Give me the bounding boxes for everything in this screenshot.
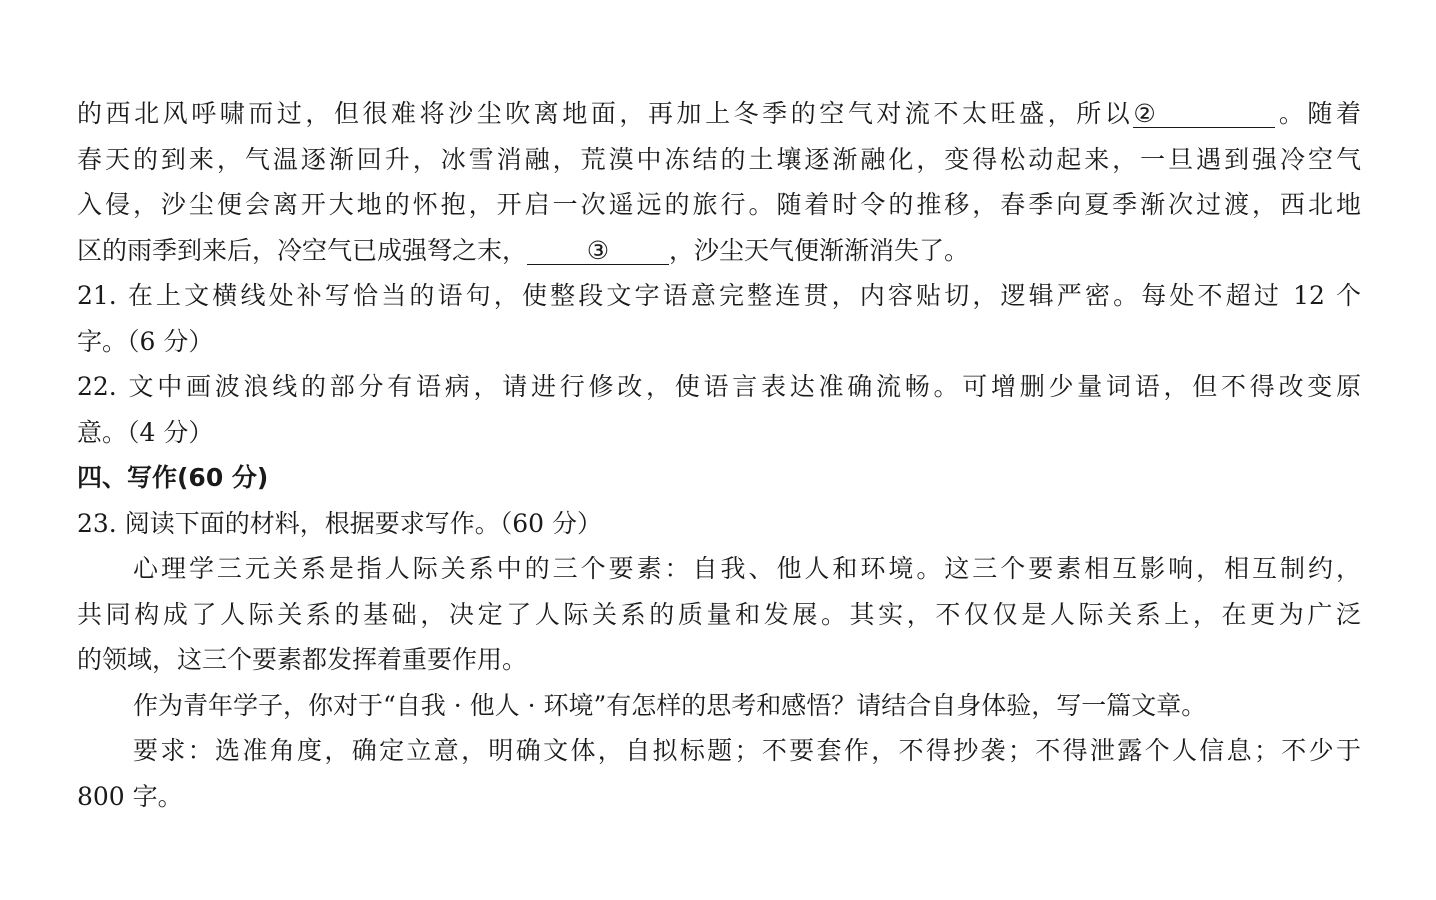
question-22-cont: 意。（4 分） bbox=[77, 418, 214, 447]
passage-line-3: 入侵，沙尘便会离开大地的怀抱，开启一次遥远的旅行。随着时令的推移，春季向夏季渐次过渡，西北地 bbox=[77, 190, 1361, 219]
fill-blank-3[interactable] bbox=[527, 238, 669, 265]
passage-text: 的西北风呼啸而过，但很难将沙尘吹离地面，再加上冬季的空气对流不太旺盛，所以 bbox=[77, 99, 1134, 128]
passage-line-1 bbox=[77, 97, 1361, 131]
blank-number: ② bbox=[1133, 99, 1156, 128]
fill-blank-2[interactable] bbox=[1133, 101, 1275, 128]
question-21: 21. 在上文横线处补写恰当的语句，使整段文字语意完整连贯，内容贴切，逻辑严密。每处不超过 12 个 bbox=[77, 281, 1361, 310]
passage-text: ，沙尘天气便渐渐消失了。 bbox=[669, 236, 970, 265]
material-line-3: 的领域，这三个要素都发挥着重要作用。 bbox=[77, 645, 528, 674]
section-heading-writing: 四、写作(60 分) bbox=[77, 463, 269, 492]
question-23-title: 23. 阅读下面的材料，根据要求写作。（60 分） bbox=[77, 509, 602, 538]
passage-text: 。随着 bbox=[1275, 99, 1361, 128]
requirements-line-2: 800 字。 bbox=[77, 782, 183, 811]
writing-prompt: 作为青年学子，你对于“自我 · 他人 · 环境”有怎样的思考和感悟？请结合自身体验，写一篇文章。 bbox=[133, 691, 1207, 720]
passage-line-2: 春天的到来，气温逐渐回升，冰雪消融，荒漠中冻结的土壤逐渐融化，变得松动起来，一旦遇到强冷空气 bbox=[77, 145, 1361, 174]
passage-line-4 bbox=[77, 234, 1361, 268]
material-line-2: 共同构成了人际关系的基础，决定了人际关系的质量和发展。其实，不仅仅是人际关系上，在更为广泛 bbox=[77, 600, 1361, 629]
blank-number: ③ bbox=[586, 236, 610, 265]
question-22: 22. 文中画波浪线的部分有语病，请进行修改，使语言表达准确流畅。可增删少量词语，但不得改变原 bbox=[77, 372, 1361, 401]
requirements-line-1: 要求：选准角度，确定立意，明确文体，自拟标题；不要套作，不得抄袭；不得泄露个人信息；不少于 bbox=[133, 736, 1361, 765]
question-21-cont: 字。（6 分） bbox=[77, 327, 214, 356]
material-line-1: 心理学三元关系是指人际关系中的三个要素：自我、他人和环境。这三个要素相互影响，相互制约， bbox=[133, 554, 1361, 583]
passage-text: 区的雨季到来后，冷空气已成强弩之末， bbox=[77, 236, 528, 265]
